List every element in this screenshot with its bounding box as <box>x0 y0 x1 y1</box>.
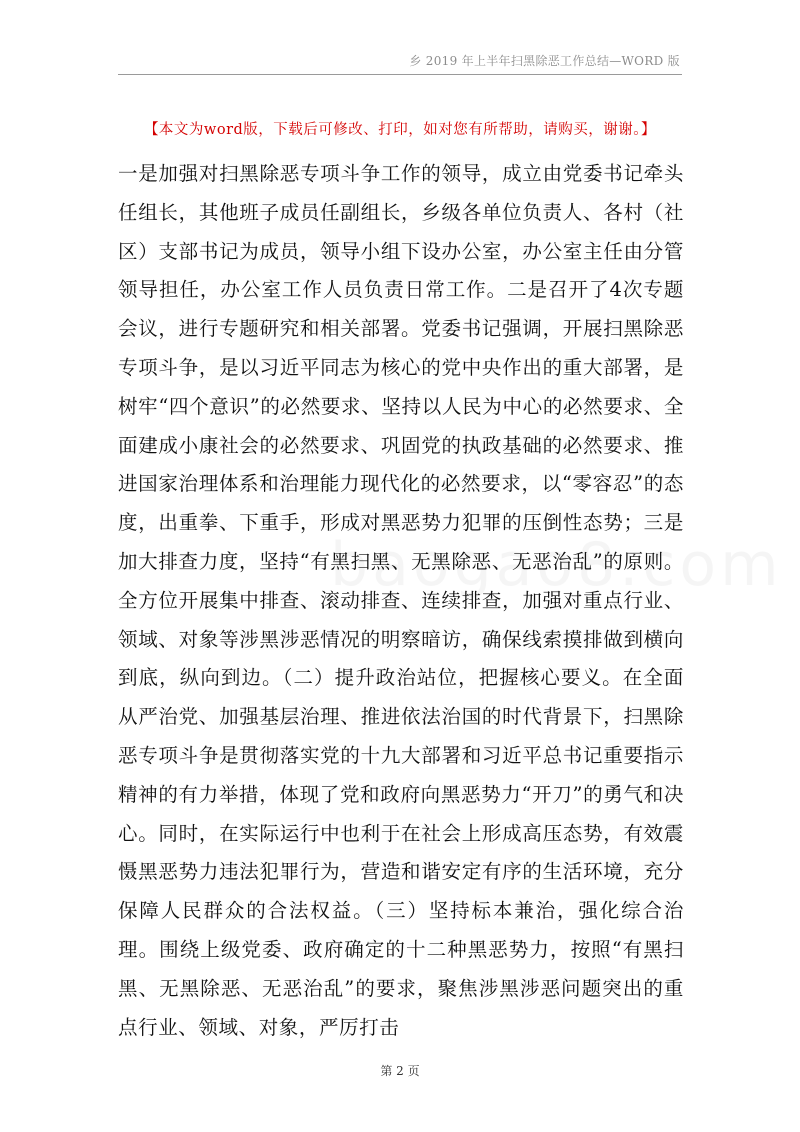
page-number: 第 2 页 <box>380 1064 420 1078</box>
purchase-notice: 【本文为word版，下载后可修改、打印，如对您有所帮助，请购买，谢谢。】 <box>143 122 657 138</box>
header-title: 乡 2019 年上半年扫黑除恶工作总结—WORD 版 <box>409 54 680 68</box>
page-header <box>118 48 682 75</box>
body-paragraph: 一是加强对扫黑除恶专项斗争工作的领导，成立由党委书记牵头任组长，其他班子成员任副组长，乡级各单位负责人、各村（社区）支部书记为成员，领导小组下设办公室，办公室主任由分管领导担任，办公室工作人员负责日常工作。二是召开了4次专题会议，进行专题研究和相关部署。党委书记强调，开展扫黑除恶专项斗争，是以习近平同志为核心的党中央作出的重大部署，是树牢“四个意识”的必然要求、坚持以人民为中心的必然要求、全面建成小康社会的必然要求、巩固党的执政基础的必然要求、推进国家治理体系和治理能力现代化的必然要求，以“零容忍”的态度，出重拳、下重手，形成对黑恶势力犯罪的压倒性态势；三是加大排查力度，坚持“有黑扫黑、无黑除恶、无恶治乱”的原则。全方位开展集中排查、滚动排查、连续排查，加强对重点行业、领域、对象等涉黑涉恶情况的明察暗访，确保线索摸排做到横向到底，纵向到边。（二）提升政治站位，把握核心要义。在全面从严治党、加强基层治理、推进依法治国的时代背景下，扫黑除恶专项斗争是贯彻落实党的十九大部署和习近平总书记重要指示精神的有力举措，体现了党和政府向黑恶势力“开刀”的勇气和决心。同时，在实际运行中也利于在社会上形成高压态势，有效震慑黑恶势力违法犯罪行为，营造和谐安定有序的生活环境，充分保障人民群众的合法权益。（三）坚持标本兼治，强化综合治理。围绕上级党委、政府确定的十二种黑恶势力，按照“有黑扫黑、无黑除恶、无恶治乱”的要求，聚焦涉黑涉恶问题突出的重点行业、领域、对象，严厉打击 <box>118 162 684 1039</box>
